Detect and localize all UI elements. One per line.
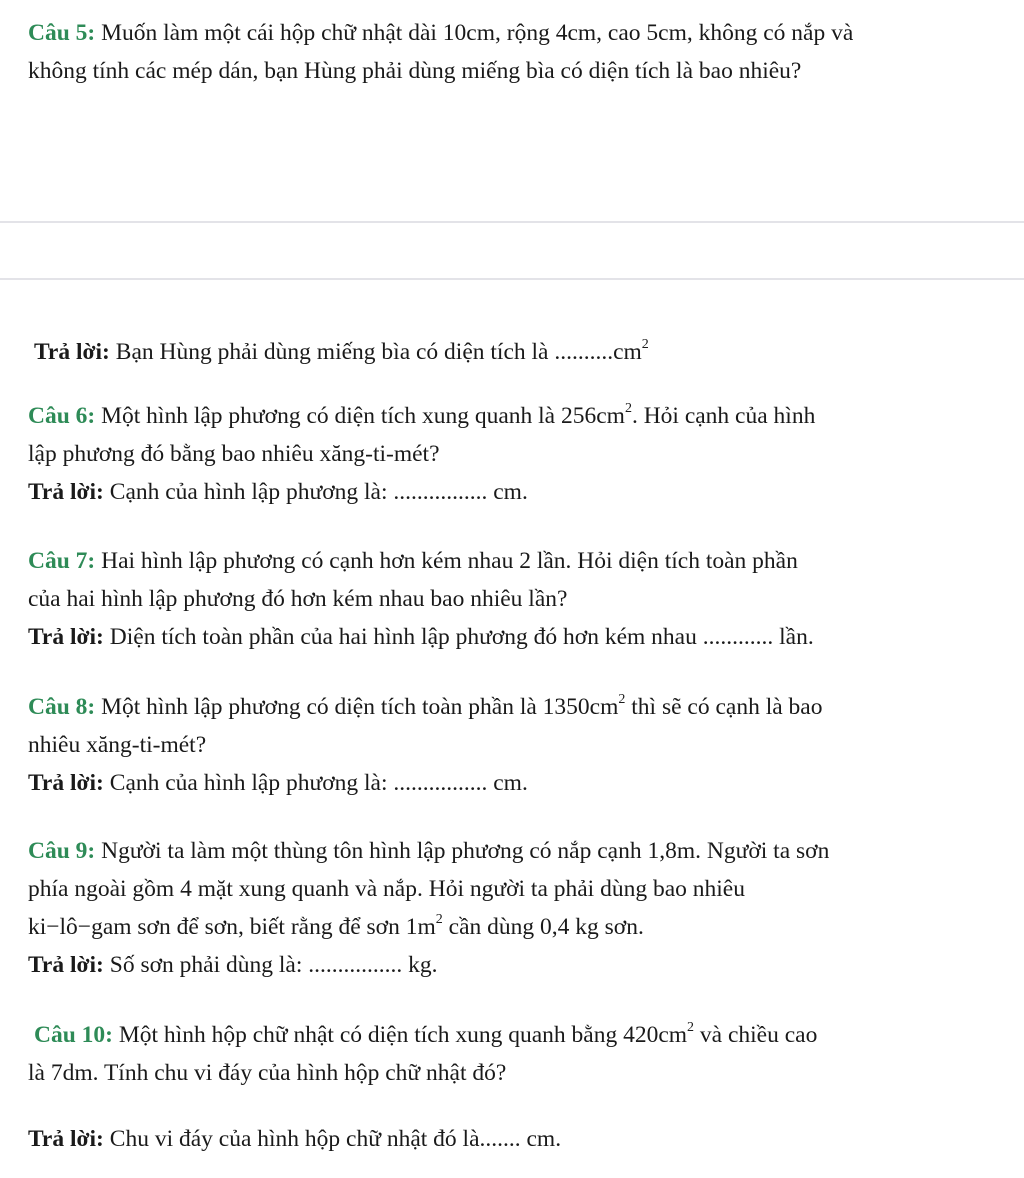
question-9-answer-text: Số sơn phải dùng là: ................ kg.: [103, 952, 438, 978]
question-5-answer-label: Trả lời:: [34, 339, 110, 365]
question-8-label: Câu 8:: [28, 694, 96, 720]
question-5-answer-sup: 2: [641, 337, 649, 353]
question-5-text-1: Muốn làm một cái hộp chữ nhật dài 10cm, rộng 4cm, cao 5cm, không có nắp và: [95, 20, 854, 46]
question-10-answer: [28, 1120, 988, 1158]
question-9-line-2: phía ngoài gồm 4 mặt xung quanh và nắp. Hỏi người ta phải dùng bao nhiêu: [28, 876, 745, 902]
question-6-answer-text: Cạnh của hình lập phương là: ................ cm.: [103, 479, 528, 505]
divider-line-2: [0, 278, 1024, 280]
question-9-answer-label: Trả lời:: [28, 952, 104, 978]
question-6-sup: 2: [624, 401, 632, 417]
question-9-text-3a: ki−lô−gam sơn để sơn, biết rằng để sơn 1m: [28, 914, 436, 940]
question-8-text-1b: thì sẽ có cạnh là bao: [625, 694, 823, 720]
question-6-label: Câu 6:: [28, 403, 96, 429]
question-8-answer-label: Trả lời:: [28, 770, 104, 796]
question-8-line-2: nhiêu xăng-ti-mét?: [28, 732, 207, 758]
question-8: [28, 688, 988, 802]
question-5-line-1: [28, 14, 988, 52]
question-10-answer-text: Chu vi đáy của hình hộp chữ nhật đó là....... cm.: [103, 1126, 562, 1152]
question-7-answer-text: Diện tích toàn phần của hai hình lập phương đó hơn kém nhau ............ lần.: [103, 624, 814, 650]
question-5-line-2: không tính các mép dán, bạn Hùng phải dùng miếng bìa có diện tích là bao nhiêu?: [28, 58, 802, 84]
question-8-text-1a: Một hình lập phương có diện tích toàn phần là 1350cm: [95, 694, 619, 720]
question-10-answer-label: Trả lời:: [28, 1126, 104, 1152]
divider-line-1: [0, 221, 1024, 223]
question-10-line-2: là 7dm. Tính chu vi đáy của hình hộp chữ nhật đó?: [28, 1060, 507, 1086]
question-5-label: Câu 5:: [28, 20, 96, 46]
question-9-sup: 2: [435, 912, 443, 928]
question-7-line-2: của hai hình lập phương đó hơn kém nhau bao nhiêu lần?: [28, 586, 568, 612]
question-10-text-1a: Một hình hộp chữ nhật có diện tích xung quanh bằng 420cm: [113, 1022, 688, 1048]
question-7-label: Câu 7:: [28, 548, 96, 574]
question-10-sup: 2: [687, 1020, 695, 1036]
question-9-text-1: Người ta làm một thùng tôn hình lập phương có nắp cạnh 1,8m. Người ta sơn: [95, 838, 830, 864]
question-10-label: Câu 10:: [34, 1022, 113, 1048]
question-6-answer-label: Trả lời:: [28, 479, 104, 505]
question-9: [28, 832, 988, 984]
question-5: [28, 14, 988, 90]
question-6-line-2: lập phương đó bằng bao nhiêu xăng-ti-mét?: [28, 441, 440, 467]
question-9-text-3b: cần dùng 0,4 kg sơn.: [442, 914, 644, 940]
question-7-answer-label: Trả lời:: [28, 624, 104, 650]
question-7-text-1: Hai hình lập phương có cạnh hơn kém nhau 2 lần. Hỏi diện tích toàn phần: [95, 548, 798, 574]
question-8-sup: 2: [618, 692, 626, 708]
question-5-answer-text: Bạn Hùng phải dùng miếng bìa có diện tích là ..........cm: [109, 339, 642, 365]
question-9-label: Câu 9:: [28, 838, 96, 864]
question-10-text-1b: và chiều cao: [694, 1022, 818, 1048]
question-5-answer: [34, 333, 988, 371]
question-6-text-1a: Một hình lập phương có diện tích xung quanh là 256cm: [95, 403, 625, 429]
question-10: [28, 1016, 988, 1092]
question-6: [28, 397, 988, 511]
question-6-text-1b: . Hỏi cạnh của hình: [631, 403, 816, 429]
question-8-answer-text: Cạnh của hình lập phương là: ................ cm.: [103, 770, 528, 796]
question-7: [28, 542, 988, 656]
